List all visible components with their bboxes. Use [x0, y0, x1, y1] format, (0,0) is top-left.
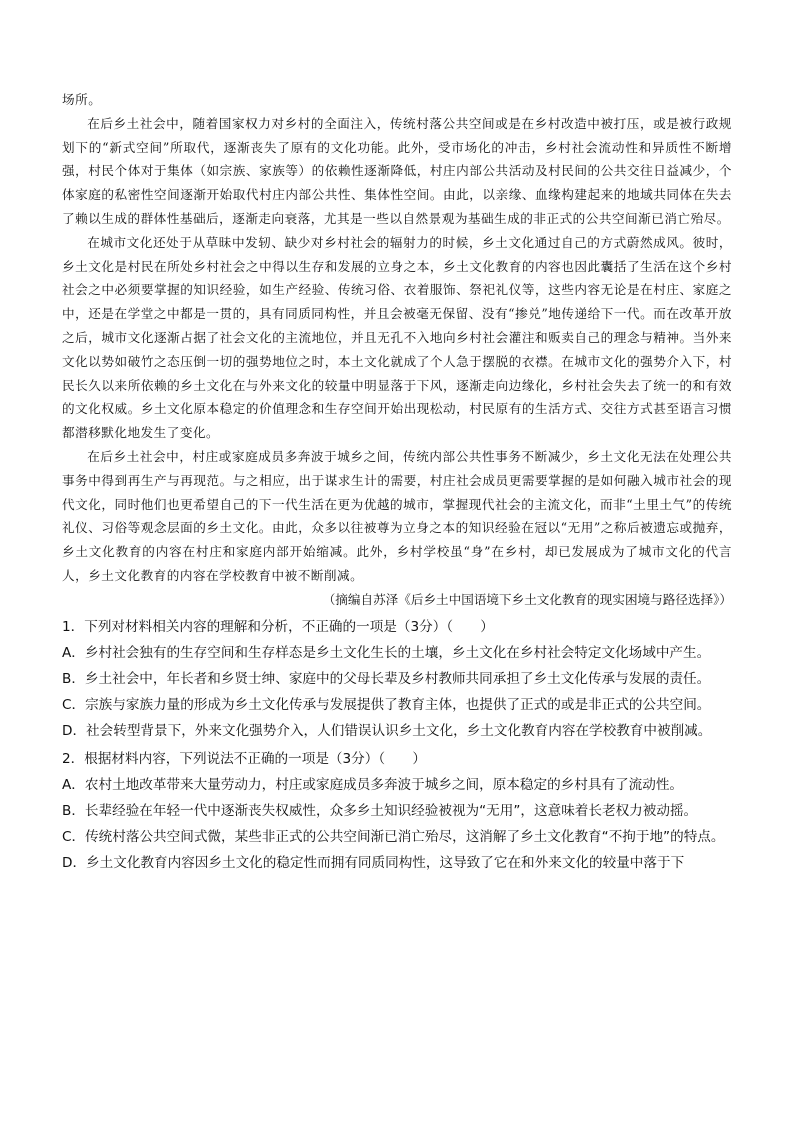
- passage-paragraph-0: 场所。: [62, 92, 102, 107]
- question-1-option-b: B．乡土社会中，年长者和乡贤士绅、家庭中的父母长辈及乡村教师共同承担了乡土文化传承与发展的责任。: [62, 670, 711, 687]
- passage-paragraph-1: 在后乡土社会中，随着国家权力对乡村的全面注入，传统村落公共空间或是在乡村改造中被打压，或是被行政规划下的“新式空间”所取代，逐渐丧失了原有的文化功能。此外，受市场化的冲击，乡村社会流动性和异质性不断增强，村民个体对于集体（如宗族、家族等）的依赖性逐渐降低，村庄内部公共活动及村民间的公共交往日益减少，个体家庭的私密性空间逐渐开始取代村庄内部公共性、集体性空间。由此，以亲缘、血缘构建起来的地域共同体在失去了赖以生成的群体性基础后，逐渐走向衰落，尤其是一些以自然景观为基础生成的非正式的公共空间渐已消亡殆尽。: [62, 115, 732, 226]
- question-1-option-a: A．乡村社会独有的生存空间和生存样态是乡土文化生长的土壤，乡土文化在乡村社会特定文化场域中产生。: [62, 644, 711, 661]
- question-2-option-b: B．长辈经验在年轻一代中逐渐丧失权威性，众多乡土知识经验被视为“无用”，这意味着长老权力被动摇。: [62, 802, 698, 819]
- passage-paragraph-2: 在城市文化还处于从草昧中发轫、缺少对乡村社会的辐射力的时候，乡土文化通过自己的方式蔚然成风。彼时，乡土文化是村民在所处乡村社会之中得以生存和发展的立身之本，乡土文化教育的内容也因此囊括了生活在这个乡村社会之中必须要掌握的知识经验，如生产经验、传统习俗、衣着服饰、祭祀礼仪等，这些内容无论是在村庄、家庭之中，还是在学堂之中都是一贯的，具有同质同构性，并且会被毫无保留、没有“掺兑”地传递给下一代。而在改革开放之后，城市文化逐渐占据了社会文化的主流地位，并且无孔不入地向乡村社会灌注和贩卖自己的理念与精神。当外来文化以势如破竹之态压倒一切的强势地位之时，本土文化就成了个人急于摆脱的衣襟。在城市文化的强势介入下，村民长久以来所依赖的乡土文化在与外来文化的较量中明显落于下风，逐渐走向边缘化，乡村社会失去了统一的和有效的文化权威。乡土文化原本稳定的价值理念和生存空间开始出现松动，村民原有的生活方式、交往方式甚至语言习惯都潜移默化地发生了变化。: [62, 234, 732, 441]
- question-2-option-a: A．农村土地改革带来大量劳动力，村庄或家庭成员多奔波于城乡之间，原本稳定的乡村具有了流动性。: [62, 776, 684, 793]
- question-1-option-d: D．社会转型背景下，外来文化强势介入，人们错误认识乡土文化，乡土文化教育内容在学校教育中被削减。: [62, 722, 712, 739]
- question-2-stem: 2．根据材料内容，下列说法不正确的一项是（3分）（ ）: [62, 750, 426, 767]
- question-2-option-c: C．传统村落公共空间式微，某些非正式的公共空间渐已消亡殆尽，这消解了乡土文化教育“不拘于地”的特点。: [62, 828, 725, 845]
- document-content: [62, 88, 732, 876]
- question-1-option-c: C．宗族与家族力量的形成为乡土文化传承与发展提供了教育主体，也提供了正式的或是非正式的公共空间。: [62, 696, 711, 713]
- passage-source-citation: （摘编自苏泽《后乡土中国语境下乡土文化教育的现实困境与路径选择》）: [322, 591, 732, 607]
- question-2-option-d: D．乡土文化教育内容因乡土文化的稳定性而拥有同质同构性，这导致了它在和外来文化的较量中落于下: [62, 854, 685, 871]
- passage-paragraph-3: 在后乡土社会中，村庄或家庭成员多奔波于城乡之间，传统内部公共性事务不断减少，乡土文化无法在处理公共事务中得到再生产与再现范。与之相应，出于谋求生计的需要，村庄社会成员更需要掌握的是如何融入城市社会的现代文化，同时他们也更希望自己的下一代生活在更为优越的城市，掌握现代社会的主流文化，而非“土里土气”的传统礼仪、习俗等观念层面的乡土文化。由此，众多以往被尊为立身之本的知识经验在冠以“无用”之称后被遗忘或抛弃，乡土文化教育的内容在村庄和家庭内部开始缩减。此外，乡村学校虽“身”在乡村，却已发展成为了城市文化的代言人，乡土文化教育的内容在学校教育中被不断削减。: [62, 448, 732, 583]
- question-1-stem: 1．下列对材料相关内容的理解和分析，不正确的一项是（3分）（ ）: [62, 618, 494, 635]
